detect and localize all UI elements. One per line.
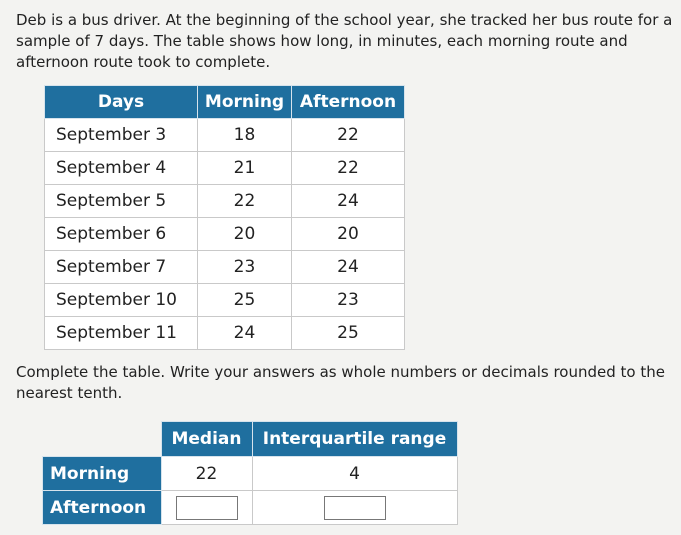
table-row [45, 251, 405, 284]
header-afternoon: Afternoon [292, 86, 405, 119]
header-days: Days [45, 86, 198, 119]
answer-row-afternoon [43, 491, 458, 525]
day-cell: September 5 [45, 185, 198, 218]
table-row [45, 284, 405, 317]
morning-iqr-cell: 4 [252, 457, 457, 491]
morning-cell: 24 [198, 317, 292, 350]
afternoon-iqr-cell [252, 491, 457, 525]
morning-cell: 22 [198, 185, 292, 218]
table-header-row [45, 86, 405, 119]
answer-header-row [43, 422, 458, 457]
table-row [45, 218, 405, 251]
morning-cell: 20 [198, 218, 292, 251]
problem-text: Deb is a bus driver. At the beginning of the school year, she tracked her bus route for a sample of 7 days. The table shows how long, in minutes, each morning route and afternoon route took to complete. [16, 11, 673, 71]
afternoon-cell: 22 [292, 119, 405, 152]
day-cell: September 10 [45, 284, 198, 317]
header-median: Median [161, 422, 252, 457]
afternoon-cell: 23 [292, 284, 405, 317]
morning-cell: 25 [198, 284, 292, 317]
answer-row-morning [43, 457, 458, 491]
morning-cell: 21 [198, 152, 292, 185]
morning-cell: 23 [198, 251, 292, 284]
afternoon-cell: 20 [292, 218, 405, 251]
day-cell: September 7 [45, 251, 198, 284]
table-row [45, 119, 405, 152]
afternoon-cell: 24 [292, 185, 405, 218]
blank-corner-cell [43, 422, 162, 457]
afternoon-iqr-input[interactable] [324, 496, 386, 520]
table-row [45, 185, 405, 218]
table-row [45, 317, 405, 350]
header-morning: Morning [198, 86, 292, 119]
row-label-morning: Morning [43, 457, 162, 491]
day-cell: September 4 [45, 152, 198, 185]
afternoon-cell: 25 [292, 317, 405, 350]
day-cell: September 6 [45, 218, 198, 251]
day-cell: September 3 [45, 119, 198, 152]
answer-table [42, 421, 458, 525]
route-times-table [44, 85, 405, 350]
row-label-afternoon: Afternoon [43, 491, 162, 525]
afternoon-cell: 22 [292, 152, 405, 185]
morning-median-cell: 22 [161, 457, 252, 491]
day-cell: September 11 [45, 317, 198, 350]
afternoon-median-input[interactable] [176, 496, 238, 520]
instructions-text: Complete the table. Write your answers as whole numbers or decimals rounded to the nearest tenth. [16, 363, 665, 402]
afternoon-cell: 24 [292, 251, 405, 284]
morning-cell: 18 [198, 119, 292, 152]
afternoon-median-cell [161, 491, 252, 525]
table-row [45, 152, 405, 185]
header-iqr: Interquartile range [252, 422, 457, 457]
